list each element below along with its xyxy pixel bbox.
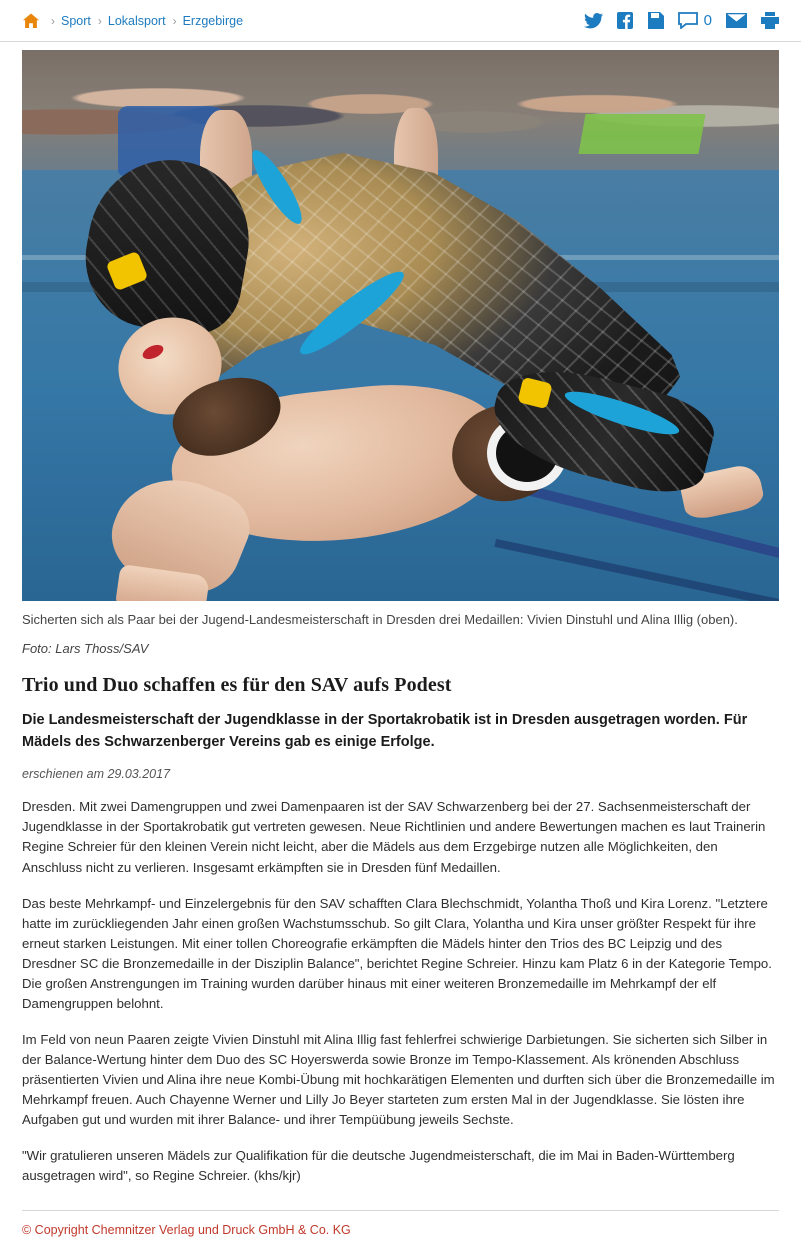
breadcrumb-separator-0: ›: [51, 13, 55, 28]
article-page: [0, 50, 801, 1237]
save-icon[interactable]: [647, 12, 664, 29]
article-paragraph: Im Feld von neun Paaren zeigte Vivien Dinstuhl mit Alina Illig fast fehlerfrei schwierige Darbietungen. Sie sicherten sich Silber in der Balance-Wertung hinter dem Duo des SC Hoyerswerda sowie Bronze im Tempo-Klassement. Als krönenden Abschluss präsentierten Vivien und Alina ihre neue Kombi-Übung mit hochkarätigen Elementen und durften sich über die Bronzemedaille im Mehrkampf freuen. Auch Chayenne Werner und Lilly Jo Beyer starteten zum ersten Mal in der Jugendklasse. Sie lösten ihre Aufgaben gut und wurden mit ihrer Balance- und ihrer Tempüübung jeweils Sechste.: [22, 1031, 775, 1128]
comment-icon[interactable]: [678, 12, 698, 29]
photo-caption: Sicherten sich als Paar bei der Jugend-Landesmeisterschaft in Dresden drei Medaillen: Vivien Dinstuhl und Alina Illig (oben).: [22, 612, 738, 627]
page-title: Trio und Duo schaffen es für den SAV aufs Podest: [22, 673, 452, 696]
copyright-notice: © Copyright Chemnitzer Verlag und Druck GmbH & Co. KG: [22, 1223, 351, 1238]
breadcrumb-separator-1: ›: [97, 13, 102, 28]
share-toolbar: [584, 12, 779, 29]
breadcrumb-separator-2: ›: [172, 13, 177, 28]
footer-divider: [22, 1210, 779, 1211]
home-icon[interactable]: [22, 12, 40, 30]
comments-count: 0: [703, 12, 712, 29]
article-paragraph: "Wir gratulieren unseren Mädels zur Qualifikation für die deutsche Jugendmeisterschaft, die im Mai in Baden-Württemberg ausgetragen wird", so Regine Schreier. (khs/kjr): [22, 1148, 735, 1184]
print-icon[interactable]: [761, 12, 779, 29]
publish-date: erschienen am 29.03.2017: [22, 767, 171, 782]
article-paragraph: Dresden. Mit zwei Damengruppen und zwei Damenpaaren ist der SAV Schwarzenberg bei der 27. Sachsenmeisterschaft der Jugendklasse in der Sportakrobatik gut vertreten gewesen. Neue Richtlinien und andere Bewertungen machen es laut Trainerin Regine Schreier für den kleinen Verein nicht leicht, aber die Mädels aus dem Erzgebirge nutzen alle Möglichkeiten, den Anschluss nicht zu verlieren. Insgesamt erkämpften sie in Dresden fünf Medaillen.: [22, 799, 766, 875]
article-body: [22, 797, 779, 1186]
mail-icon[interactable]: [726, 13, 747, 28]
top-toolbar: [0, 0, 801, 42]
article-paragraph: Das beste Mehrkampf- und Einzelergebnis für den SAV schafften Clara Blechschmidt, Yolantha Thoß und Kira Lorenz. "Letztere hatte im zurückliegenden Jahr einen großen Wachstumsschub. So gilt Clara, Yolantha und Kira unser größter Respekt für ihre erneut starken Leistungen. Mit einer tollen Choreografie erkämpften die Mädels hinter den Trios des BC Leipzig und des Dresdner SC die Bronzemedaille in der Disziplin Balance", berichtet Regine Schreier. Hinzu kam Platz 6 in der Kategorie Tempo. Die großen Anstrengungen im Training wurden darüber hinaus mit einer weiteren Bronzemedaille im Mehrkampf der elf Damengruppen belohnt.: [22, 895, 772, 1011]
article-photo-container: [22, 50, 779, 601]
breadcrumb-item-lokalsport[interactable]: Lokalsport: [107, 13, 166, 28]
twitter-icon[interactable]: [584, 13, 603, 29]
breadcrumb: [22, 12, 584, 30]
article-subheadline: Die Landesmeisterschaft der Jugendklasse in der Sportakrobatik ist in Dresden ausgetragen worden. Für Mädels des Schwarzenberger Vereins gab es einige Erfolge.: [22, 711, 748, 750]
photo-credit: Foto: Lars Thoss/SAV: [22, 640, 149, 656]
facebook-icon[interactable]: [617, 12, 633, 29]
comments-button[interactable]: [678, 12, 712, 29]
breadcrumb-item-erzgebirge[interactable]: Erzgebirge: [182, 13, 244, 28]
breadcrumb-item-sport[interactable]: Sport: [61, 13, 91, 28]
article-photo: [22, 50, 779, 601]
